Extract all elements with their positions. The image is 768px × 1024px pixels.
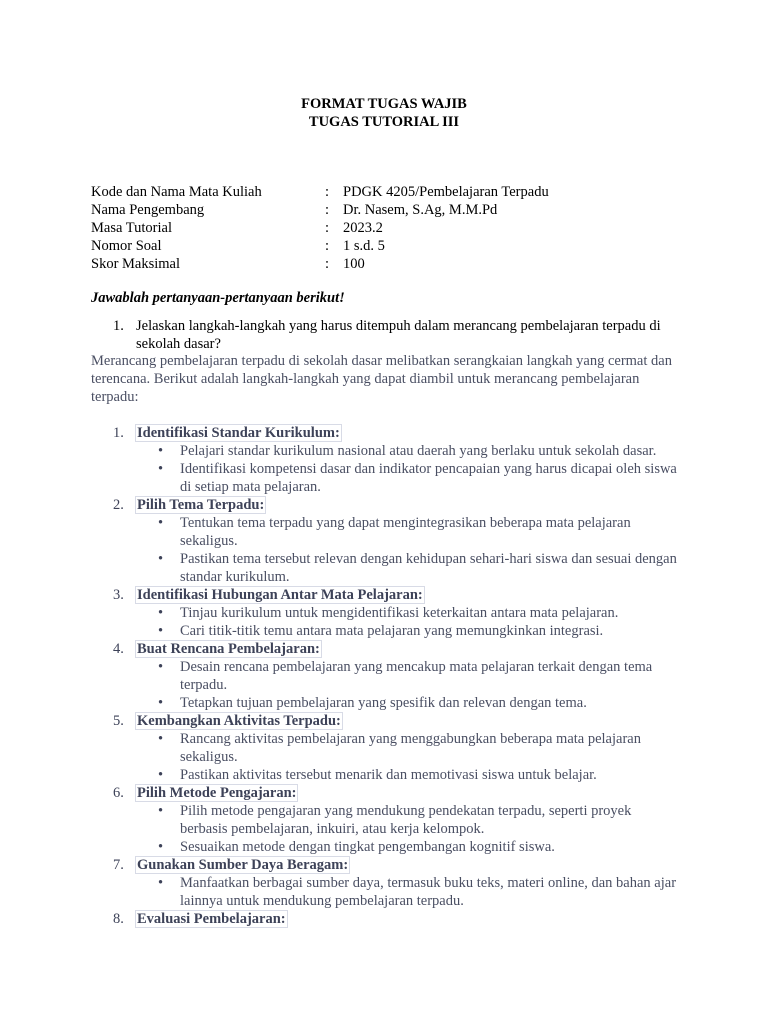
step-bullet-text: Rancang aktivitas pembelajaran yang menggabungkan beberapa mata pelajaran sekaligus. <box>180 731 641 765</box>
course-info-row <box>91 201 691 219</box>
course-info-colon: : <box>325 184 330 200</box>
bullet-dot-icon: • <box>158 695 164 711</box>
step-number: 3. <box>113 587 124 603</box>
step-bullet-text: Pastikan aktivitas tersebut menarik dan memotivasi siswa untuk belajar. <box>180 767 597 783</box>
step-item <box>91 640 691 712</box>
step-bullet-text: Desain rencana pembelajaran yang mencakup mata pelajaran terkait dengan tema terpadu. <box>180 659 653 693</box>
step-bullet <box>91 802 680 838</box>
step-bullet <box>91 460 680 496</box>
step-bullet-text: Sesuaikan metode dengan tingkat pengembangan kognitif siswa. <box>180 839 555 855</box>
answer-intro-paragraph: Merancang pembelajaran terpadu di sekolah dasar melibatkan serangkaian langkah yang cermat dan terencana. Berikut adalah langkah-langkah yang dapat diambil untuk merancang pembelajaran terpadu: <box>91 353 672 405</box>
step-item <box>91 586 691 640</box>
bullet-dot-icon: • <box>158 767 164 783</box>
step-bullet <box>91 694 680 712</box>
course-info-colon: : <box>325 220 330 236</box>
course-info-row <box>91 255 691 273</box>
step-number: 6. <box>113 785 124 801</box>
step-bullet-text: Tinjau kurikulum untuk mengidentifikasi keterkaitan antara mata pelajaran. <box>180 605 619 621</box>
course-info-colon: : <box>325 202 330 218</box>
step-bullet-text: Cari titik-titik temu antara mata pelajaran yang memungkinkan integrasi. <box>180 623 604 639</box>
step-title: Pilih Tema Terpadu: <box>137 497 265 513</box>
course-info-label: Kode dan Nama Mata Kuliah <box>91 184 262 200</box>
step-heading <box>91 712 691 730</box>
step-bullet <box>91 442 680 460</box>
course-info-value: 2023.2 <box>343 220 383 236</box>
course-info-row <box>91 183 691 201</box>
bullet-dot-icon: • <box>158 623 164 639</box>
document-title-line1: FORMAT TUGAS WAJIB <box>301 96 467 112</box>
course-info-value: PDGK 4205/Pembelajaran Terpadu <box>343 184 549 200</box>
step-number: 8. <box>113 911 124 927</box>
question-number: 1. <box>113 318 124 334</box>
document-title-line2: TUGAS TUTORIAL III <box>308 114 460 130</box>
step-heading <box>91 856 691 874</box>
step-bullet <box>91 622 680 640</box>
step-number: 1. <box>113 425 124 441</box>
step-heading <box>91 496 691 514</box>
step-title: Identifikasi Standar Kurikulum: <box>137 425 340 441</box>
step-heading <box>91 784 691 802</box>
course-info-label: Skor Maksimal <box>91 256 181 272</box>
course-info-row <box>91 219 691 237</box>
bullet-dot-icon: • <box>158 731 164 747</box>
instruction-text: Jawablah pertanyaan-pertanyaan berikut! <box>91 290 345 306</box>
step-bullet-text: Identifikasi kompetensi dasar dan indikator pencapaian yang harus dicapai oleh siswa di setiap mata pelajaran. <box>180 461 677 495</box>
bullet-dot-icon: • <box>158 443 164 459</box>
course-info-value: 1 s.d. 5 <box>343 238 385 254</box>
step-number: 2. <box>113 497 124 513</box>
step-bullet-text: Pilih metode pengajaran yang mendukung pendekatan terpadu, seperti proyek berbasis pembelajaran, inkuiri, atau kerja kelompok. <box>180 803 632 837</box>
step-number: 4. <box>113 641 124 657</box>
step-heading <box>91 640 691 658</box>
bullet-dot-icon: • <box>158 605 164 621</box>
step-heading <box>91 424 691 442</box>
step-bullet <box>91 838 680 856</box>
course-info-label: Nomor Soal <box>91 238 162 254</box>
step-bullet <box>91 550 680 586</box>
step-bullet-text: Pastikan tema tersebut relevan dengan kehidupan sehari-hari siswa dan sesuai dengan standar kurikulum. <box>180 551 677 585</box>
course-info-table <box>91 183 691 273</box>
course-info-label: Masa Tutorial <box>91 220 172 236</box>
step-number: 7. <box>113 857 124 873</box>
steps-list <box>91 424 691 928</box>
step-number: 5. <box>113 713 124 729</box>
step-bullet <box>91 874 680 910</box>
course-info-row <box>91 237 691 255</box>
course-info-label: Nama Pengembang <box>91 202 205 218</box>
step-item <box>91 856 691 910</box>
step-bullet-text: Pelajari standar kurikulum nasional atau daerah yang berlaku untuk sekolah dasar. <box>180 443 657 459</box>
step-title: Evaluasi Pembelajaran: <box>137 911 286 927</box>
step-bullet <box>91 514 680 550</box>
step-bullet <box>91 730 680 766</box>
step-item <box>91 712 691 784</box>
step-title: Gunakan Sumber Daya Beragam: <box>137 857 349 873</box>
bullet-dot-icon: • <box>158 659 164 675</box>
bullet-dot-icon: • <box>158 803 164 819</box>
bullet-dot-icon: • <box>158 839 164 855</box>
bullet-dot-icon: • <box>158 461 164 477</box>
step-title: Kembangkan Aktivitas Terpadu: <box>137 713 341 729</box>
step-item <box>91 424 691 496</box>
bullet-dot-icon: • <box>158 515 164 531</box>
course-info-colon: : <box>325 238 330 254</box>
step-bullet-text: Tentukan tema terpadu yang dapat mengintegrasikan beberapa mata pelajaran sekaligus. <box>180 515 631 549</box>
step-bullet-text: Manfaatkan berbagai sumber daya, termasuk buku teks, materi online, dan bahan ajar lainnya untuk mendukung pembelajaran terpadu. <box>180 875 677 909</box>
step-heading <box>91 910 691 928</box>
step-item <box>91 910 691 928</box>
step-bullet <box>91 604 680 622</box>
bullet-dot-icon: • <box>158 551 164 567</box>
step-title: Identifikasi Hubungan Antar Mata Pelajaran: <box>137 587 423 603</box>
step-bullet <box>91 658 680 694</box>
step-heading <box>91 586 691 604</box>
step-title: Buat Rencana Pembelajaran: <box>137 641 320 657</box>
question-text: Jelaskan langkah-langkah yang harus ditempuh dalam merancang pembelajaran terpadu di sekolah dasar? <box>136 318 661 352</box>
course-info-colon: : <box>325 256 330 272</box>
course-info-value: 100 <box>343 256 365 272</box>
bullet-dot-icon: • <box>158 875 164 891</box>
course-info-value: Dr. Nasem, S.Ag, M.M.Pd <box>343 202 498 218</box>
step-title: Pilih Metode Pengajaran: <box>137 785 297 801</box>
step-bullet <box>91 766 680 784</box>
step-item <box>91 496 691 586</box>
step-item <box>91 784 691 856</box>
step-bullet-text: Tetapkan tujuan pembelajaran yang spesifik dan relevan dengan tema. <box>180 695 587 711</box>
